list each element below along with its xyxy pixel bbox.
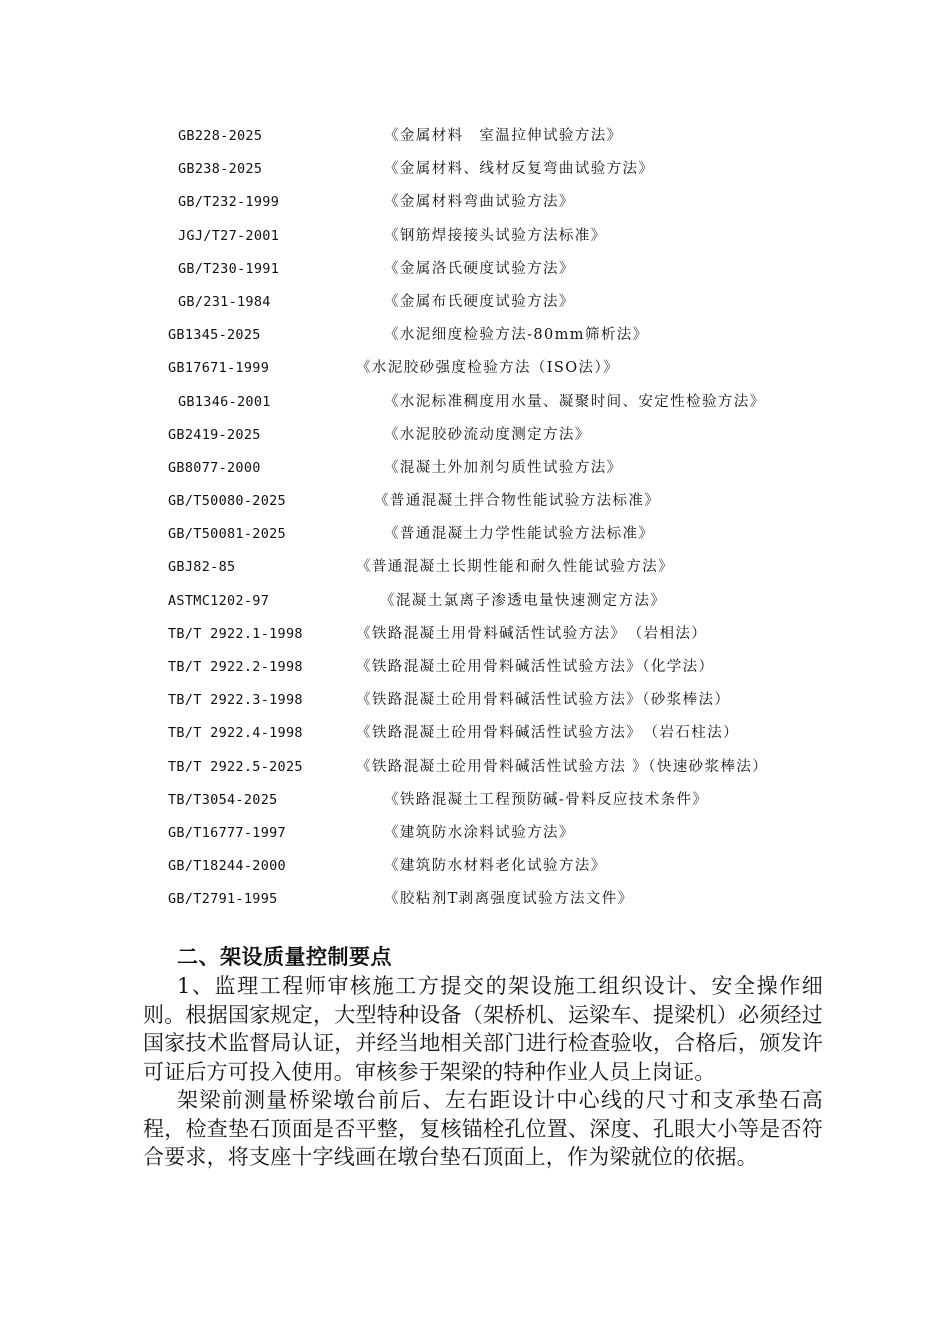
standard-title: 《水泥胶砂流动度测定方法》 bbox=[384, 426, 591, 443]
standard-code: TB/T 2922.1-1998 bbox=[168, 625, 303, 642]
standard-row bbox=[0, 286, 950, 319]
standard-row bbox=[0, 883, 950, 916]
standard-code: TB/T 2922.2-1998 bbox=[168, 659, 303, 675]
standard-title: 《钢筋焊接接头试验方法标准》 bbox=[384, 227, 607, 244]
standard-row bbox=[0, 120, 950, 153]
standard-title: 《金属洛氏硬度试验方法》 bbox=[384, 260, 575, 277]
standard-title: 《金属材料弯曲试验方法》 bbox=[384, 194, 575, 211]
standard-title: 《普通混凝土长期性能和耐久性能试验方法》 bbox=[356, 559, 674, 576]
standard-row bbox=[0, 585, 950, 618]
standard-code: GB/231-1984 bbox=[178, 293, 271, 310]
standard-row bbox=[0, 751, 950, 784]
standard-code: GB238-2025 bbox=[178, 161, 263, 178]
standard-title: 《混凝土氯离子渗透电量快速测定方法》 bbox=[380, 592, 667, 609]
standard-code: ASTMC1202-97 bbox=[168, 592, 270, 609]
standard-title: 《水泥胶砂强度检验方法（ISO法）》 bbox=[356, 360, 619, 377]
standard-row bbox=[0, 651, 950, 684]
standard-title: 《铁路混凝土砼用骨料碱活性试验方法》（化学法） bbox=[356, 659, 715, 675]
standard-title: 《铁路混凝土砼用骨料碱活性试验方法 》（快速砂浆棒法） bbox=[356, 758, 769, 775]
standard-title: 《铁路混凝土工程预防碱-骨料反应技术条件》 bbox=[384, 791, 709, 808]
standard-title: 《金属布氏硬度试验方法》 bbox=[384, 293, 575, 310]
standard-title: 《建筑防水材料老化试验方法》 bbox=[384, 858, 607, 875]
standard-code: GB/T50081-2025 bbox=[168, 526, 286, 543]
standards-list bbox=[0, 120, 950, 917]
standard-title: 《水泥细度检验方法-80mm筛析法》 bbox=[384, 327, 649, 344]
standard-code: TB/T3054-2025 bbox=[168, 791, 278, 808]
paragraph: 架梁前测量桥梁墩台前后、左右距设计中心线的尺寸和支承垫石高程，检查垫石顶面是否平整，复核锚栓孔位置、深度、孔眼大小等是否符合要求，将支座十字线画在墩台垫石顶面上，作为梁就位的依据。 bbox=[143, 1088, 823, 1169]
standard-title: 《金属材料 室温拉伸试验方法》 bbox=[384, 128, 623, 144]
standard-code: GB2419-2025 bbox=[168, 426, 261, 443]
standard-row bbox=[0, 153, 950, 186]
standard-code: GB/T16777-1997 bbox=[168, 824, 286, 841]
standard-title: 《胶粘剂T剥离强度试验方法文件》 bbox=[384, 891, 634, 908]
standard-code: TB/T 2922.4-1998 bbox=[168, 725, 303, 742]
standard-row bbox=[0, 186, 950, 219]
standard-code: TB/T 2922.3-1998 bbox=[168, 692, 303, 709]
standard-row bbox=[0, 452, 950, 485]
standard-row bbox=[0, 220, 950, 253]
standard-title: 《铁路混凝土砼用骨料碱活性试验方法》（砂浆棒法） bbox=[356, 692, 731, 709]
standard-row bbox=[0, 551, 950, 584]
standard-title: 《铁路混凝土用骨料碱活性试验方法》 （岩相法） bbox=[356, 625, 708, 642]
standard-title: 《混凝土外加剂匀质性试验方法》 bbox=[384, 459, 623, 476]
standard-title: 《普通混凝土拌合物性能试验方法标准》 bbox=[374, 493, 661, 510]
standard-row bbox=[0, 684, 950, 717]
standard-title: 《水泥标准稠度用水量、凝聚时间、安定性检验方法》 bbox=[384, 393, 766, 410]
standard-row bbox=[0, 352, 950, 385]
standard-code: GB8077-2000 bbox=[168, 459, 261, 476]
standard-row bbox=[0, 485, 950, 518]
standard-code: GB1345-2025 bbox=[168, 327, 261, 344]
paragraph: 1、监理工程师审核施工方提交的架设施工组织设计、安全操作细则。根据国家规定，大型特种设备（架桥机、运梁车、提梁机）必须经过国家技术监督局认证，并经当地相关部门进行检查验收，合格后，颁发许可证后方可投入使用。审核参于架梁的特种作业人员上岗证。 bbox=[143, 974, 823, 1084]
standard-row bbox=[0, 717, 950, 750]
standard-code: GBJ82-85 bbox=[168, 559, 236, 576]
standard-row bbox=[0, 386, 950, 419]
standard-row bbox=[0, 618, 950, 651]
standard-title: 《金属材料、线材反复弯曲试验方法》 bbox=[384, 161, 655, 178]
standard-row bbox=[0, 784, 950, 817]
section-heading: 二、架设质量控制要点 bbox=[177, 945, 392, 969]
standard-row bbox=[0, 419, 950, 452]
standard-code: GB17671-1999 bbox=[168, 360, 270, 377]
standard-row bbox=[0, 253, 950, 286]
standard-row bbox=[0, 319, 950, 352]
standard-row bbox=[0, 817, 950, 850]
standard-row bbox=[0, 518, 950, 551]
standard-code: TB/T 2922.5-2025 bbox=[168, 758, 303, 775]
standard-code: GB/T230-1991 bbox=[178, 260, 280, 277]
section-erection-quality bbox=[143, 942, 823, 1172]
standard-code: JGJ/T27-2001 bbox=[178, 227, 280, 244]
standard-title: 《铁路混凝土砼用骨料碱活性试验方法》 （岩石柱法） bbox=[356, 725, 739, 742]
standard-code: GB/T2791-1995 bbox=[168, 891, 278, 908]
standard-title: 《普通混凝土力学性能试验方法标准》 bbox=[384, 526, 655, 543]
standard-row bbox=[0, 850, 950, 883]
standard-title: 《建筑防水涂料试验方法》 bbox=[384, 824, 575, 841]
standard-code: GB/T50080-2025 bbox=[168, 493, 286, 510]
standard-code: GB/T232-1999 bbox=[178, 194, 280, 211]
standard-code: GB/T18244-2000 bbox=[168, 858, 286, 875]
standard-code: GB1346-2001 bbox=[178, 393, 271, 410]
standard-code: GB228-2025 bbox=[178, 128, 263, 144]
